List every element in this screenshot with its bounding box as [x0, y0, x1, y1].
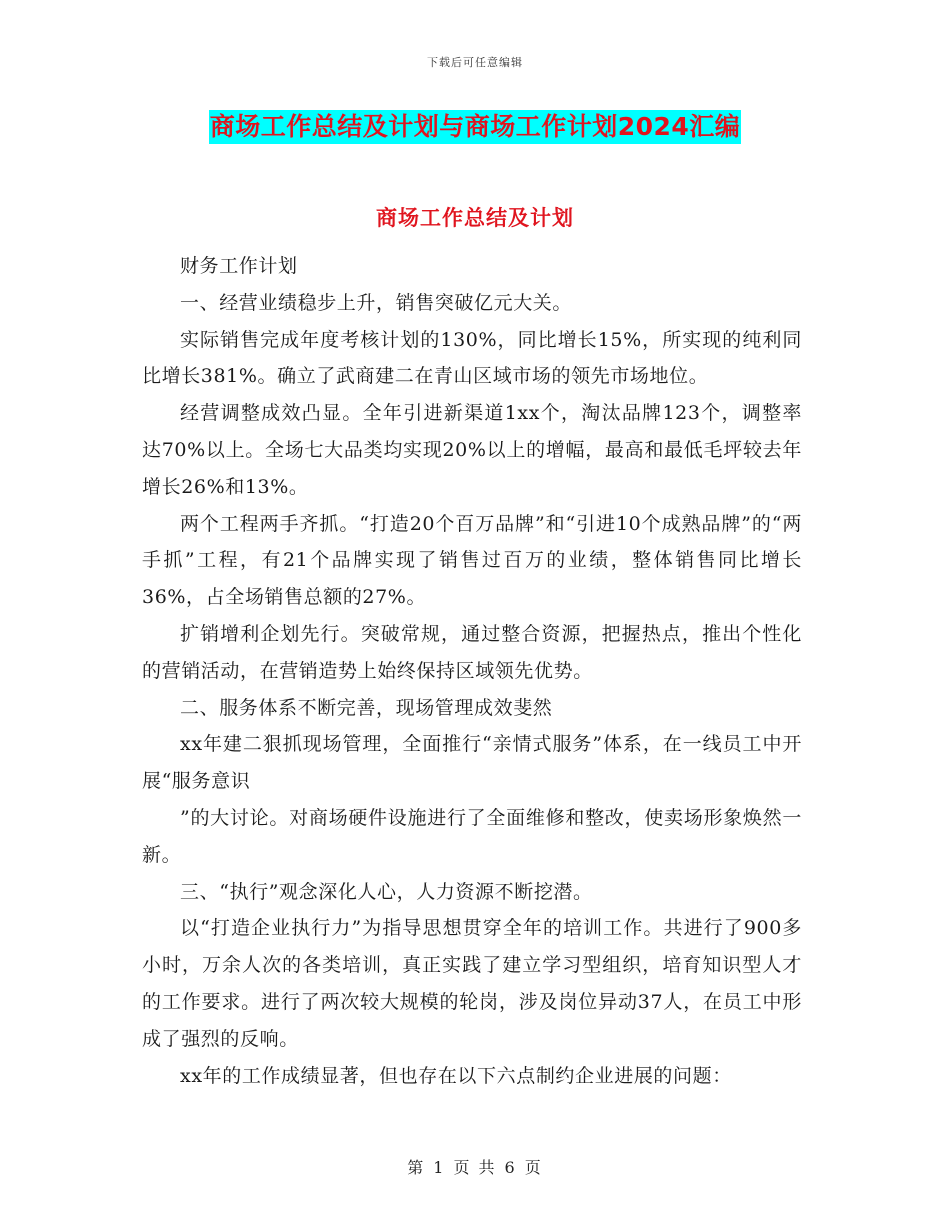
- paragraph: 两个工程两手齐抓。“打造20个百万品牌”和“引进10个成熟品牌”的“两手抓”工程，有21个品牌实现了销售过百万的业绩，整体销售同比增长36%，占全场销售总额的27%。: [142, 512, 802, 609]
- paragraph: 扩销增利企划先行。突破常规，通过整合资源，把握热点，推出个性化的营销活动，在营销造势上始终保持区域领先优势。: [142, 622, 802, 682]
- paragraph: 实际销售完成年度考核计划的130%，同比增长15%，所实现的纯利同比增长381%。确立了武商建二在青山区域市场的领先市场地位。: [142, 328, 802, 388]
- main-title-wrap: [0, 110, 950, 144]
- document-body: [142, 248, 802, 1094]
- footer-suffix: 页: [524, 1158, 543, 1177]
- section-title: 商场工作总结及计划: [376, 206, 574, 230]
- header-note: 下载后可任意编辑: [427, 56, 523, 69]
- paragraph: 一、经营业绩稳步上升，销售突破亿元大关。: [180, 291, 573, 314]
- main-title: 商场工作总结及计划与商场工作计划2024汇编: [209, 110, 742, 144]
- page-footer: [0, 1155, 950, 1178]
- paragraph: 财务工作计划: [180, 255, 298, 277]
- paragraph: 二、服务体系不断完善，现场管理成效斐然: [180, 696, 553, 719]
- footer-total-pages: 6: [504, 1158, 517, 1177]
- paragraph: 以“打造企业执行力”为指导思想贯穿全年的培训工作。共进行了900多小时，万余人次的各类培训，真正实践了建立学习型组织，培育知识型人才的工作要求。进行了两次较大规模的轮岗，涉及岗位异动37人，在员工中形成了强烈的反响。: [142, 917, 802, 1050]
- paragraph: xx年的工作成绩显著，但也存在以下六点制约企业进展的问题：: [180, 1064, 732, 1087]
- footer-page-number: 1: [433, 1158, 446, 1177]
- paragraph: xx年建二狠抓现场管理，全面推行“亲情式服务”体系，在一线员工中开展“服务意识: [142, 733, 802, 793]
- paragraph: 经营调整成效凸显。全年引进新渠道1xx个，淘汰品牌123个，调整率达70%以上。全场七大品类均实现20%以上的增幅，最高和最低毛坪较去年增长26%和13%。: [142, 402, 802, 498]
- paragraph: 三、“执行”观念深化人心，人力资源不断挖潜。: [180, 880, 593, 903]
- footer-prefix: 第: [407, 1158, 426, 1177]
- paragraph: ”的大讨论。对商场硬件设施进行了全面维修和整改，使卖场形象焕然一新。: [142, 806, 802, 866]
- footer-mid: 页 共: [453, 1158, 497, 1177]
